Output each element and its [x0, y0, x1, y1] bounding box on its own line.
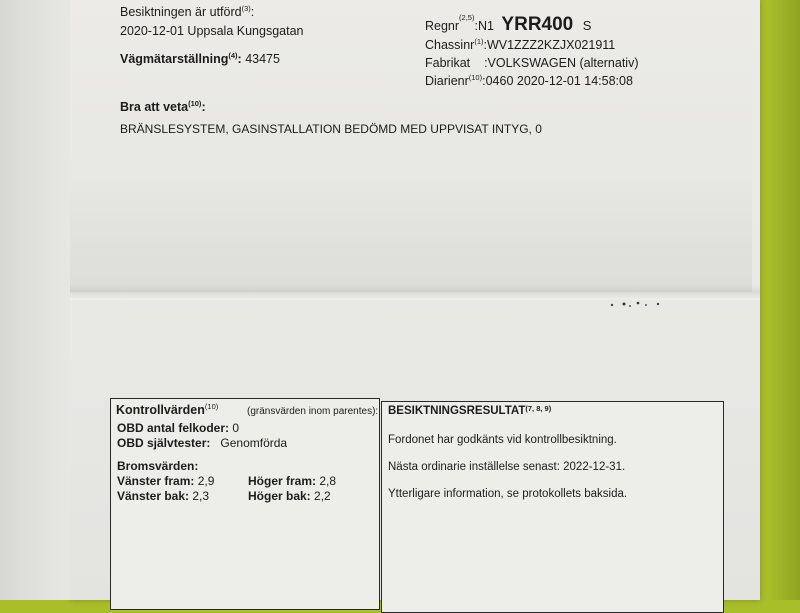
brake-left-front: Vänster fram: 2,9 — [117, 474, 215, 488]
inspection-place-label: Besiktningen är utförd$^{(3)}$: — [120, 4, 255, 19]
brake-right-rear: Höger bak: 2,2 — [248, 489, 331, 503]
control-values-title: Kontrollvärden$^{(10)}$ — [116, 402, 219, 417]
odometer-label: Vägmätarställning$^{(4)}$: — [120, 51, 242, 66]
odometer-row — [120, 52, 280, 66]
control-values-note: (gränsvärden inom parentes): — [247, 406, 379, 417]
diarienr-row: Diarienr$^{(10)}$:0460 2020-12-01 14:58:08 — [425, 73, 633, 88]
paper-left-edge — [0, 0, 70, 600]
info-title: Bra att veta$^{(10)}$: — [120, 99, 206, 114]
paper-upper-page — [70, 0, 752, 292]
obd-selftests-row: OBD självtester: Genomförda — [117, 436, 288, 450]
inspection-result-title: BESIKTNINGSRESULTAT$^{(7, 8, 9)}$ — [388, 404, 552, 417]
result-line-approved: Fordonet har godkänts vid kontrollbesiktning. — [388, 434, 617, 446]
inspection-result-box — [381, 401, 724, 613]
chassinr-row: Chassinr$^{(1)}$:WV1ZZZ2KZJX021911 — [425, 37, 616, 52]
paper-fold — [70, 284, 760, 300]
brake-right-front: Höger fram: 2,8 — [248, 474, 337, 488]
brake-left-rear: Vänster bak: 2,3 — [117, 489, 210, 503]
inspection-place-value: 2020-12-01 Uppsala Kungsgatan — [120, 24, 304, 38]
odometer-value: 43475 — [245, 52, 280, 66]
obd-faults-row: OBD antal felkoder: 0 — [117, 421, 240, 435]
fabrikat-row: Fabrikat :VOLKSWAGEN (alternativ) — [425, 56, 639, 70]
result-line-next-inspection: Nästa ordinarie inställelse senast: 2022-12-31. — [388, 461, 626, 473]
result-line-more-info: Ytterligare information, se protokollets baksida. — [388, 488, 628, 500]
regnr-row: Regnr$^{(2,5)}$:N1 YRR400 S — [425, 13, 592, 35]
brake-values-title: Bromsvärden: — [117, 459, 199, 473]
regnr-value: YRR400 — [501, 14, 574, 35]
ink-smudge — [608, 300, 664, 308]
info-text: BRÄNSLESYSTEM, GASINSTALLATION BEDÖMD MED UPPVISAT INTYG, 0 — [120, 122, 542, 136]
